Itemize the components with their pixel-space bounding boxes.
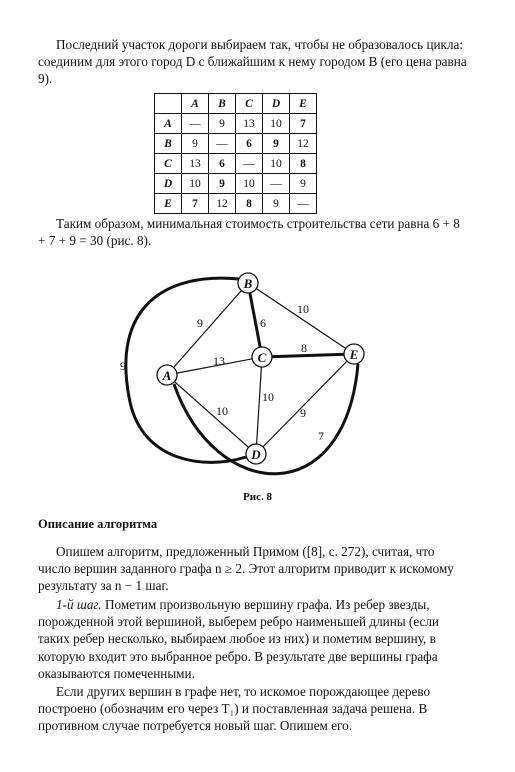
table-row-header: D (155, 174, 182, 194)
table-row-header: A (155, 114, 182, 134)
edge-label-a-e: 7 (318, 429, 324, 443)
table-cell: 6 (209, 154, 236, 174)
paragraph-result-text: Таким образом, минимальная стоимость строительства сети равна 6 + 8 + 7 + 9 = 30 (рис. 8). (38, 216, 460, 249)
table-cell: 9 (263, 134, 290, 154)
table-cell: — (209, 134, 236, 154)
paragraph-result (38, 215, 470, 249)
table-row (155, 134, 317, 154)
table-row (155, 194, 317, 214)
vertex-b (238, 273, 258, 293)
edge-label-b-d: 9 (120, 359, 126, 373)
table-row (155, 114, 317, 134)
edge-label-a-c: 13 (213, 354, 225, 368)
table-row-header: B (155, 134, 182, 154)
graph-figure (0, 262, 515, 490)
edge-label-c-e: 8 (301, 341, 307, 355)
paragraph-step1-body (38, 596, 470, 682)
cost-table (154, 93, 317, 214)
table-cell: 10 (182, 174, 209, 194)
table-cell: 8 (290, 154, 317, 174)
paragraph-conclusion-text: Если других вершин в графе нет, то искомое порождающее дерево построено (обозначим его через T₁) и поставленная задача решена. В противном случае потребуется новый шаг. Опишем его. (38, 684, 431, 734)
vertex-c (252, 347, 272, 367)
table-cell: 10 (263, 154, 290, 174)
table-header-cell: A (182, 94, 209, 114)
table-cell: — (236, 154, 263, 174)
edge-d-e (256, 354, 354, 454)
table-row-header: C (155, 154, 182, 174)
edge-label-b-e: 10 (297, 302, 309, 316)
table-header-row (155, 94, 317, 114)
table-header-cell: E (290, 94, 317, 114)
paragraph-step1 (38, 596, 470, 682)
table-cell: 13 (182, 154, 209, 174)
vertex-d-label: D (251, 447, 261, 462)
step1-lead: 1-й шаг. (56, 597, 102, 612)
table-cell: 7 (182, 194, 209, 214)
table-cell: 9 (263, 194, 290, 214)
table-row-header: E (155, 194, 182, 214)
paragraph-intro (38, 36, 470, 88)
table-row (155, 174, 317, 194)
table-cell: 10 (236, 174, 263, 194)
vertex-e (344, 344, 364, 364)
table-cell: 9 (209, 174, 236, 194)
vertex-a-label: A (162, 368, 172, 383)
table-cell: — (290, 194, 317, 214)
edge-c-d (256, 357, 262, 454)
table-cell: 9 (182, 134, 209, 154)
table-header-cell: B (209, 94, 236, 114)
table-row (155, 154, 317, 174)
table-cell: 8 (236, 194, 263, 214)
figure-caption: Рис. 8 (243, 491, 272, 503)
table-cell: 6 (236, 134, 263, 154)
table-header-cell: C (236, 94, 263, 114)
edge-label-b-c: 6 (260, 316, 266, 330)
paragraph-algorithm (38, 543, 470, 595)
table-cell: 9 (209, 114, 236, 134)
edge-label-c-d: 10 (262, 390, 274, 404)
table-cell: 10 (263, 114, 290, 134)
section-title: Описание алгоритма (38, 517, 158, 531)
table-cell: 12 (209, 194, 236, 214)
paragraph-algorithm-text: Опишем алгоритм, предложенный Примом ([8], с. 272), считая, что число вершин заданного графа n ≥ 2. Этот алгоритм приводит к искомому результату за n − 1 шаг. (38, 544, 454, 594)
edge-a-d (167, 375, 256, 454)
edge-c-e (262, 354, 354, 357)
edge-label-a-d: 10 (216, 404, 228, 418)
vertex-b-label: B (243, 276, 253, 291)
paragraph-conclusion (38, 683, 470, 735)
table-cell: — (263, 174, 290, 194)
paragraph-intro-text: Последний участок дороги выбираем так, чтобы не образовалось цикла: соединим для этого город D с ближайшим к нему городом B (его цена равна 9). (38, 37, 467, 87)
vertex-e-label: E (349, 347, 359, 362)
vertex-a (157, 365, 177, 385)
edge-label-a-b: 9 (197, 316, 203, 330)
edge-label-d-e: 9 (300, 406, 306, 420)
vertex-d (246, 444, 266, 464)
table-cell: 13 (236, 114, 263, 134)
vertex-c-label: C (257, 350, 267, 365)
table-header-cell: D (263, 94, 290, 114)
edge-a-b (167, 283, 248, 375)
table-cell: 12 (290, 134, 317, 154)
table-cell: 7 (290, 114, 317, 134)
table-cell: — (182, 114, 209, 134)
table-corner-cell (155, 94, 182, 114)
table-cell: 9 (290, 174, 317, 194)
step1-text: Пометим произвольную вершину графа. Из ребер звезды, порожденной этой вершиной, выберем ребро наименьшей длины (если таких ребер несколько, выбираем любое из них) и пометим вершину, в которую входит это выбранное ребро. В результате две вершины графа оказываются помеченными. (38, 597, 439, 681)
